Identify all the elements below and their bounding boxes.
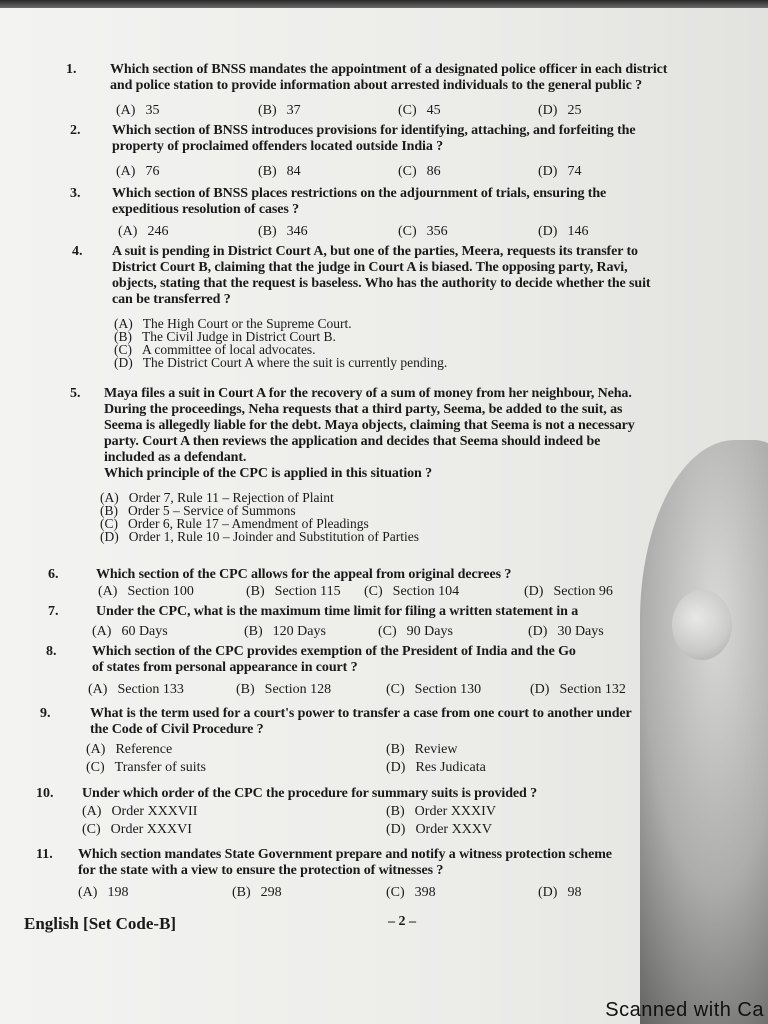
page-number: – 2 – <box>388 914 416 929</box>
question-text <box>96 604 578 620</box>
scan-edge <box>0 0 768 8</box>
option-label: (A) <box>100 490 119 505</box>
question-text-line: included as a defendant. <box>104 450 247 465</box>
option-text: Transfer of suits <box>114 760 206 775</box>
option-d[interactable] <box>538 103 581 119</box>
question-text-line: can be transferred ? <box>112 292 231 307</box>
question-text-line: A suit is pending in District Court A, but one of the parties, Meera, requests its transfer to <box>112 244 638 259</box>
option-c[interactable] <box>398 103 441 119</box>
option-text: 86 <box>426 164 441 179</box>
question-text-line: of states from personal appearance in court ? <box>92 660 358 675</box>
option-text: Order XXXVII <box>111 804 198 819</box>
option-label: (B) <box>246 584 265 599</box>
option-label: (C) <box>86 760 105 775</box>
option-c[interactable] <box>82 822 192 838</box>
question-text <box>96 567 511 583</box>
option-label: (B) <box>258 224 277 239</box>
option-text: 60 Days <box>121 624 168 639</box>
option-label: (D) <box>530 682 550 697</box>
option-text: Section 100 <box>127 584 194 599</box>
question-text-line: Seema is allegedly liable for the debt. Maya objects, claiming that Seema is not a necessary <box>104 418 635 433</box>
option-d[interactable] <box>114 355 447 371</box>
option-label: (A) <box>114 316 133 331</box>
option-label: (D) <box>528 624 548 639</box>
option-b[interactable] <box>244 624 326 640</box>
option-c[interactable] <box>364 584 459 600</box>
option-label: (B) <box>114 329 132 344</box>
option-text: Order XXXIV <box>414 804 496 819</box>
option-d[interactable] <box>100 529 419 545</box>
question-text-line: property of proclaimed offenders located outside India ? <box>112 139 444 154</box>
option-text: 120 Days <box>272 624 326 639</box>
option-label: (B) <box>258 103 277 118</box>
question-number: 3. <box>70 186 81 201</box>
option-label: (A) <box>116 164 136 179</box>
option-d[interactable] <box>538 164 581 180</box>
option-d[interactable] <box>538 224 588 240</box>
question-text-line: Under which order of the CPC the procedure for summary suits is provided ? <box>82 786 537 801</box>
question-text-line: During the proceedings, Neha requests that a third party, Seema, be added to the suit, as <box>104 402 623 417</box>
option-text: 25 <box>567 103 582 118</box>
question-number: 8. <box>46 644 57 659</box>
question-text <box>112 123 635 155</box>
option-text: Review <box>414 742 458 757</box>
thumb-shadow <box>640 440 768 1024</box>
option-text: Section 133 <box>117 682 184 697</box>
option-c[interactable] <box>86 760 206 776</box>
option-a[interactable] <box>88 682 184 698</box>
question-number: 2. <box>70 123 81 138</box>
option-text: Section 115 <box>274 584 341 599</box>
option-label: (B) <box>236 682 255 697</box>
option-a[interactable] <box>116 103 159 119</box>
question-text <box>112 244 650 308</box>
option-text: Order 5 – Service of Summons <box>128 503 296 518</box>
option-label: (B) <box>386 804 405 819</box>
option-a[interactable] <box>116 164 159 180</box>
question-text-line: Under the CPC, what is the maximum time limit for filing a written statement in a <box>96 604 579 619</box>
option-label: (D) <box>538 103 558 118</box>
option-label: (B) <box>244 624 263 639</box>
question-number: 6. <box>48 567 59 582</box>
option-text: 35 <box>145 103 160 118</box>
option-c[interactable] <box>386 682 481 698</box>
option-label: (D) <box>386 760 406 775</box>
option-label: (D) <box>538 224 558 239</box>
option-text: 298 <box>260 885 282 900</box>
option-text: Order 7, Rule 11 – Rejection of Plaint <box>128 490 334 505</box>
option-b[interactable] <box>258 103 301 119</box>
option-label: (A) <box>92 624 112 639</box>
question-text-line: What is the term used for a court's power to transfer a case from one court to another under <box>90 706 632 721</box>
option-text: A committee of local advocates. <box>142 342 316 357</box>
option-text: 146 <box>567 224 589 239</box>
option-label: (A) <box>118 224 138 239</box>
question-text <box>110 62 667 94</box>
question-text-line: and police station to provide information about arrested individuals to the general public ? <box>110 78 643 93</box>
option-label: (C) <box>386 682 405 697</box>
question-text-line: Which section of BNSS mandates the appointment of a designated police officer in each district <box>110 62 668 77</box>
question-text-line: party. Court A then reviews the application and decides that Seema should indeed be <box>104 434 601 449</box>
question-number: 1. <box>66 62 77 77</box>
option-d[interactable] <box>530 682 626 698</box>
footer-set-code: English [Set Code-B] <box>24 914 177 933</box>
option-label: (A) <box>116 103 136 118</box>
option-label: (D) <box>386 822 406 837</box>
question-text-line: Which section of the CPC provides exemption of the President of India and the Go <box>92 644 576 659</box>
option-b[interactable] <box>232 885 282 901</box>
option-text: 76 <box>145 164 160 179</box>
question-text-line: Which principle of the CPC is applied in this situation ? <box>104 466 433 481</box>
question-text <box>78 847 612 879</box>
question-text-line: for the state with a view to ensure the protection of witnesses ? <box>78 863 444 878</box>
option-b[interactable] <box>258 164 301 180</box>
thumbnail-highlight <box>672 590 732 660</box>
option-text: Order XXXVI <box>110 822 192 837</box>
option-b[interactable] <box>386 742 457 758</box>
option-d[interactable] <box>524 584 613 600</box>
option-a[interactable] <box>118 224 168 240</box>
option-text: 198 <box>107 885 129 900</box>
option-label: (C) <box>398 224 417 239</box>
option-text: Res Judicata <box>415 760 486 775</box>
question-text <box>104 386 635 482</box>
option-d[interactable] <box>528 624 604 640</box>
option-text: 246 <box>147 224 169 239</box>
option-text: Section 104 <box>392 584 460 599</box>
option-text: 346 <box>286 224 308 239</box>
option-label: (D) <box>524 584 544 599</box>
option-b[interactable] <box>246 584 341 600</box>
option-text: 37 <box>286 103 301 118</box>
option-text: 30 Days <box>557 624 604 639</box>
question-text-line: objects, stating that the request is baseless. Who has the authority to decide whether the suit <box>112 276 651 291</box>
option-text: Order 6, Rule 17 – Amendment of Pleadings <box>128 516 369 531</box>
question-text-line: Which section mandates State Government prepare and notify a witness protection scheme <box>78 847 612 862</box>
scanner-watermark-text: Scanned with Ca <box>605 999 764 1021</box>
option-label: (C) <box>100 516 118 531</box>
option-label: (A) <box>86 742 106 757</box>
option-label: (C) <box>398 103 417 118</box>
option-b[interactable] <box>386 804 496 820</box>
question-text-line: expeditious resolution of cases ? <box>112 202 299 217</box>
option-d[interactable] <box>386 760 486 776</box>
option-label: (C) <box>82 822 101 837</box>
question-text-line: Which section of the CPC allows for the appeal from original decrees ? <box>96 567 512 582</box>
option-label: (B) <box>386 742 405 757</box>
option-text: 356 <box>426 224 448 239</box>
option-d[interactable] <box>538 885 581 901</box>
option-a[interactable] <box>98 584 194 600</box>
option-label: (B) <box>100 503 118 518</box>
question-text <box>112 186 606 218</box>
question-text-line: Which section of BNSS introduces provisions for identifying, attaching, and forfeiting the <box>112 123 636 138</box>
option-label: (D) <box>538 885 558 900</box>
option-text: Section 96 <box>553 584 613 599</box>
option-text: Section 128 <box>264 682 332 697</box>
option-text: 45 <box>426 103 441 118</box>
option-a[interactable] <box>78 885 128 901</box>
option-text: The High Court or the Supreme Court. <box>142 316 352 331</box>
option-label: (C) <box>378 624 397 639</box>
option-text: Section 130 <box>414 682 482 697</box>
option-label: (D) <box>538 164 558 179</box>
question-text <box>92 644 576 676</box>
option-label: (C) <box>364 584 383 599</box>
question-number: 7. <box>48 604 59 619</box>
option-label: (A) <box>82 804 102 819</box>
option-label: (A) <box>78 885 98 900</box>
option-c[interactable] <box>378 624 453 640</box>
question-number: 9. <box>40 706 51 721</box>
option-d[interactable] <box>386 822 492 838</box>
question-text-line: District Court B, claiming that the judge in Court A is biased. The opposing party, Ravi, <box>112 260 628 275</box>
option-c[interactable] <box>398 164 441 180</box>
option-label: (B) <box>258 164 277 179</box>
option-label: (A) <box>98 584 118 599</box>
option-text: The District Court A where the suit is currently pending. <box>142 355 448 370</box>
option-label: (C) <box>386 885 405 900</box>
option-text: Reference <box>115 742 173 757</box>
option-c[interactable] <box>386 885 436 901</box>
question-text-line: the Code of Civil Procedure ? <box>90 722 264 737</box>
option-text: 90 Days <box>406 624 453 639</box>
option-label: (B) <box>232 885 251 900</box>
option-b[interactable] <box>236 682 331 698</box>
option-label: (C) <box>398 164 417 179</box>
option-label: (D) <box>100 529 119 544</box>
option-a[interactable] <box>92 624 168 640</box>
option-a[interactable] <box>82 804 197 820</box>
option-text: 74 <box>567 164 582 179</box>
question-number: 5. <box>70 386 81 401</box>
option-text: 98 <box>567 885 582 900</box>
option-label: (D) <box>114 355 133 370</box>
question-text <box>82 786 537 802</box>
question-number: 11. <box>36 847 53 862</box>
option-text: Section 132 <box>559 682 626 697</box>
option-text: 84 <box>286 164 301 179</box>
question-text <box>90 706 632 738</box>
option-text: Order 1, Rule 10 – Joinder and Substitution of Parties <box>128 529 419 544</box>
question-text-line: Which section of BNSS places restrictions on the adjournment of trials, ensuring the <box>112 186 607 201</box>
option-c[interactable] <box>398 224 448 240</box>
option-text: Order XXXV <box>415 822 493 837</box>
question-number: 10. <box>36 786 54 801</box>
option-text: The Civil Judge in District Court B. <box>142 329 336 344</box>
option-label: (A) <box>88 682 108 697</box>
option-b[interactable] <box>258 224 308 240</box>
question-number: 4. <box>72 244 83 259</box>
option-text: 398 <box>414 885 436 900</box>
option-label: (C) <box>114 342 132 357</box>
option-a[interactable] <box>86 742 172 758</box>
question-text-line: Maya files a suit in Court A for the recovery of a sum of money from her neighbour, Neha. <box>104 386 632 401</box>
